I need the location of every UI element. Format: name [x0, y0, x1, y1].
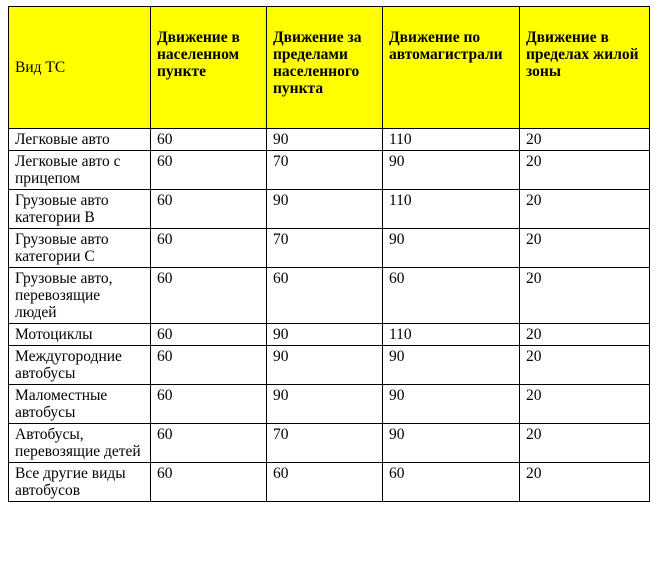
- outside-urban-speed-cell: 60: [267, 268, 383, 324]
- outside-urban-speed-cell: 90: [267, 129, 383, 151]
- urban-speed-cell: 60: [151, 424, 267, 463]
- table-row: [9, 229, 650, 268]
- header-vehicle-type: Вид ТС: [9, 7, 151, 129]
- speed-limit-table: [8, 6, 650, 502]
- vehicle-type-cell: Легковые авто с прицепом: [9, 151, 151, 190]
- vehicle-type-cell: Все другие виды автобусов: [9, 463, 151, 502]
- urban-speed-cell: 60: [151, 463, 267, 502]
- residential-speed-cell: 20: [520, 129, 650, 151]
- header-row: [9, 7, 650, 129]
- header-residential-zone: Движение в пределах жилой зоны: [520, 7, 650, 129]
- motorway-speed-cell: 90: [383, 385, 520, 424]
- table-row: [9, 385, 650, 424]
- table-row: [9, 324, 650, 346]
- outside-urban-speed-cell: 60: [267, 463, 383, 502]
- residential-speed-cell: 20: [520, 463, 650, 502]
- vehicle-type-cell: Автобусы, перевозящие детей: [9, 424, 151, 463]
- residential-speed-cell: 20: [520, 424, 650, 463]
- motorway-speed-cell: 60: [383, 463, 520, 502]
- residential-speed-cell: 20: [520, 268, 650, 324]
- header-motorway: Движение по автомагистрали: [383, 7, 520, 129]
- urban-speed-cell: 60: [151, 268, 267, 324]
- table-row: [9, 151, 650, 190]
- residential-speed-cell: 20: [520, 151, 650, 190]
- urban-speed-cell: 60: [151, 385, 267, 424]
- outside-urban-speed-cell: 90: [267, 385, 383, 424]
- motorway-speed-cell: 90: [383, 424, 520, 463]
- outside-urban-speed-cell: 90: [267, 346, 383, 385]
- motorway-speed-cell: 90: [383, 151, 520, 190]
- residential-speed-cell: 20: [520, 190, 650, 229]
- table-row: [9, 424, 650, 463]
- table-header: [9, 7, 650, 129]
- residential-speed-cell: 20: [520, 324, 650, 346]
- residential-speed-cell: 20: [520, 346, 650, 385]
- header-urban: Движение в населенном пункте: [151, 7, 267, 129]
- motorway-speed-cell: 90: [383, 346, 520, 385]
- residential-speed-cell: 20: [520, 385, 650, 424]
- vehicle-type-cell: Грузовые авто, перевозящие людей: [9, 268, 151, 324]
- table-row: [9, 463, 650, 502]
- table-row: [9, 346, 650, 385]
- urban-speed-cell: 60: [151, 229, 267, 268]
- motorway-speed-cell: 110: [383, 324, 520, 346]
- vehicle-type-cell: Маломестные автобусы: [9, 385, 151, 424]
- urban-speed-cell: 60: [151, 324, 267, 346]
- vehicle-type-cell: Грузовые авто категории В: [9, 190, 151, 229]
- outside-urban-speed-cell: 70: [267, 229, 383, 268]
- residential-speed-cell: 20: [520, 229, 650, 268]
- table-row: [9, 129, 650, 151]
- urban-speed-cell: 60: [151, 346, 267, 385]
- table-row: [9, 268, 650, 324]
- urban-speed-cell: 60: [151, 129, 267, 151]
- vehicle-type-cell: Легковые авто: [9, 129, 151, 151]
- outside-urban-speed-cell: 90: [267, 190, 383, 229]
- vehicle-type-cell: Грузовые авто категории С: [9, 229, 151, 268]
- urban-speed-cell: 60: [151, 151, 267, 190]
- motorway-speed-cell: 110: [383, 190, 520, 229]
- outside-urban-speed-cell: 90: [267, 324, 383, 346]
- header-outside-urban: Движение за пределами населенного пункта: [267, 7, 383, 129]
- table-row: [9, 190, 650, 229]
- motorway-speed-cell: 110: [383, 129, 520, 151]
- motorway-speed-cell: 60: [383, 268, 520, 324]
- table-body: [9, 129, 650, 502]
- outside-urban-speed-cell: 70: [267, 151, 383, 190]
- urban-speed-cell: 60: [151, 190, 267, 229]
- outside-urban-speed-cell: 70: [267, 424, 383, 463]
- motorway-speed-cell: 90: [383, 229, 520, 268]
- vehicle-type-cell: Мотоциклы: [9, 324, 151, 346]
- vehicle-type-cell: Междугородние автобусы: [9, 346, 151, 385]
